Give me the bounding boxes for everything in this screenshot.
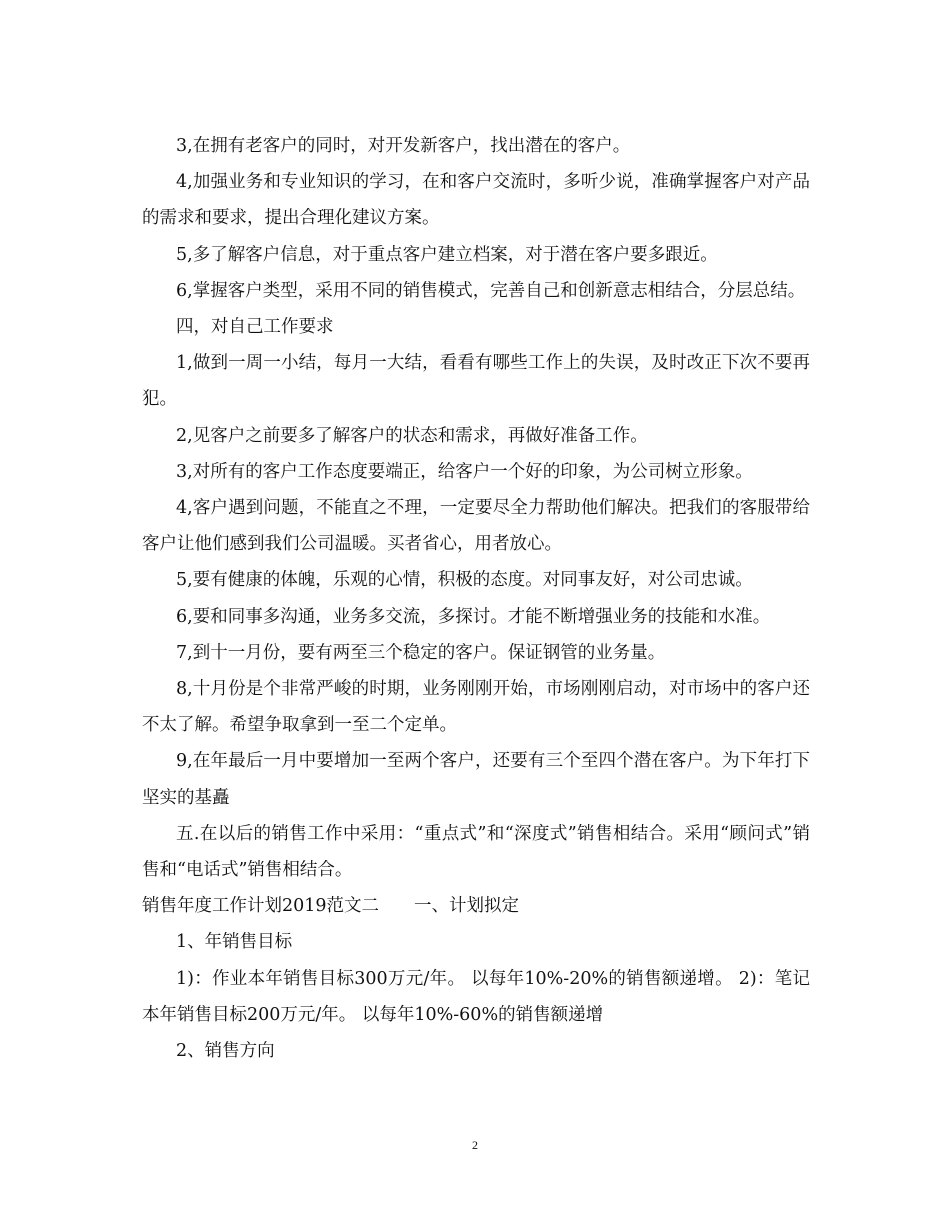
section-title: 销售年度工作计划2019范文二 一、计划拟定 xyxy=(142,896,520,917)
paragraph: 五.在以后的销售工作中采用：“重点式”和“深度式”销售相结合。采用“顾问式”销售和“电话式”销售相结合。 xyxy=(142,823,810,881)
paragraph: 8,十月份是个非常严峻的时期，业务刚刚开始，市场刚刚启动，对市场中的客户还不太了解。希望争取拿到一至二个定单。 xyxy=(142,679,810,736)
paragraph: 5,多了解客户信息，对于重点客户建立档案，对于潜在客户要多跟近。 xyxy=(176,244,718,265)
paragraph: 6,要和同事多沟通，业务多交流，多探讨。才能不断增强业务的技能和水准。 xyxy=(176,606,771,627)
paragraph: 5,要有健康的体魄，乐观的心情，积极的态度。对同事友好，对公司忠诚。 xyxy=(176,570,753,591)
page-number: 2 xyxy=(472,1138,478,1152)
paragraph: 3,对所有的客户工作态度要端正，给客户一个好的印象，为公司树立形象。 xyxy=(176,461,753,482)
paragraph: 6,掌握客户类型，采用不同的销售模式，完善自己和创新意志相结合，分层总结。 xyxy=(176,280,806,301)
paragraph: 1)：作业本年销售目标300万元/年。 以每年10%-20%的销售额递增。 2)：笔记本年销售目标200万元/年。 以每年10%-60%的销售额递增 xyxy=(142,968,810,1025)
subheading: 1、年销售目标 xyxy=(176,932,293,953)
paragraph: 7,到十一月份，要有两至三个稳定的客户。保证钢管的业务量。 xyxy=(176,642,666,663)
document-body xyxy=(142,128,810,1069)
paragraph: 4,客户遇到问题，不能直之不理，一定要尽全力帮助他们解决。把我们的客服带给客户让他们感到我们公司温暖。买者省心，用者放心。 xyxy=(142,498,810,555)
section-heading: 四，对自己工作要求 xyxy=(176,317,334,338)
paragraph: 2,见客户之前要多了解客户的状态和需求，再做好准备工作。 xyxy=(176,425,648,446)
paragraph: 9,在年最后一月中要增加一至两个客户，还要有三个至四个潜在客户。为下年打下坚实的基矗 xyxy=(142,751,810,808)
paragraph: 3,在拥有老客户的同时，对开发新客户，找出潜在的客户。 xyxy=(176,136,631,156)
paragraph: 4,加强业务和专业知识的学习，在和客户交流时，多听少说，准确掌握客户对产品的需求和要求，提出合理化建议方案。 xyxy=(142,172,810,229)
paragraph: 1,做到一周一小结，每月一大结，看看有哪些工作上的失误，及时改正下次不要再犯。 xyxy=(142,353,810,410)
subheading: 2、销售方向 xyxy=(176,1041,275,1062)
